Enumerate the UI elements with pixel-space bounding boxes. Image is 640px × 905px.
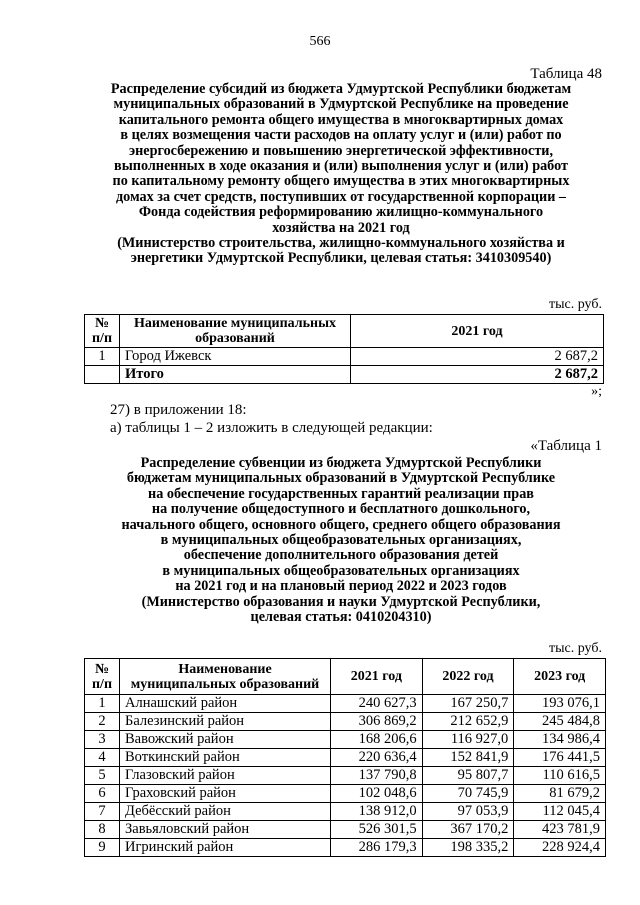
cell-2022: 367 170,2 <box>422 821 514 839</box>
cell-2022: 167 250,7 <box>422 695 514 713</box>
col-header-name: Наименование муниципальных образований <box>120 659 331 695</box>
cell-num: 1 <box>85 348 120 366</box>
cell-num: 5 <box>85 767 120 785</box>
table-row <box>85 713 606 731</box>
cell-total-2021: 2 687,2 <box>351 366 604 384</box>
cell-2023: 245 484,8 <box>514 713 606 731</box>
page-number: 566 <box>309 34 331 49</box>
cell-num <box>85 366 120 384</box>
title-line: домах за счет средств, поступивших от государственной корпорации – <box>115 188 567 205</box>
table-row <box>85 785 606 803</box>
title-line: (Министерство строительства, жилищно-коммунального хозяйства и <box>117 235 565 252</box>
cell-2021: 168 206,6 <box>331 731 423 749</box>
table48-title <box>92 82 590 267</box>
table1 <box>84 658 606 857</box>
title-line: обеспечение дополнительного образования детей <box>183 547 499 564</box>
title-line: бюджетам муниципальных образований в Удмуртской Республике <box>126 470 556 487</box>
table48-label: Таблица 48 <box>530 66 602 82</box>
col-header-2022: 2022 год <box>422 659 514 695</box>
cell-name: Завьяловский район <box>120 821 331 839</box>
cell-num: 1 <box>85 695 120 713</box>
cell-2021: 286 179,3 <box>331 839 423 857</box>
cell-2021: 102 048,6 <box>331 785 423 803</box>
cell-2023: 423 781,9 <box>514 821 606 839</box>
title-line: в муниципальных общеобразовательных организациях, <box>160 532 522 549</box>
cell-num: 8 <box>85 821 120 839</box>
table-row <box>85 731 606 749</box>
cell-name: Глазовский район <box>120 767 331 785</box>
cell-name: Город Ижевск <box>120 348 351 366</box>
table1-title <box>92 456 590 625</box>
table1-units: тыс. руб. <box>549 641 602 656</box>
cell-2022: 97 053,9 <box>422 803 514 821</box>
paragraph-a: а) таблицы 1 – 2 изложить в следующей редакции: <box>110 420 433 436</box>
table-row <box>85 839 606 857</box>
table1-label: «Таблица 1 <box>530 438 602 454</box>
title-line: энергосбережению и повышению энергетической эффективности, <box>128 142 554 159</box>
cell-2021: 306 869,2 <box>331 713 423 731</box>
paragraph-27: 27) в приложении 18: <box>110 402 247 418</box>
cell-name: Граховский район <box>120 785 331 803</box>
cell-2021: 240 627,3 <box>331 695 423 713</box>
title-line: по капитальному ремонту общего имущества в этих многоквартирных <box>112 173 570 190</box>
cell-2021: 137 790,8 <box>331 767 423 785</box>
title-line: Распределение субсидий из бюджета Удмуртской Республики бюджетам <box>110 81 572 97</box>
cell-2022: 70 745,9 <box>422 785 514 803</box>
title-line: на обеспечение государственных гарантий реализации прав <box>148 485 534 502</box>
col-header-name: Наименование муниципальных образований <box>120 315 351 348</box>
cell-name: Игринский район <box>120 839 331 857</box>
cell-2022: 152 841,9 <box>422 749 514 767</box>
table48 <box>84 314 604 384</box>
title-line: хозяйства на 2021 год <box>272 219 410 236</box>
title-line: в целях возмещения части расходов на оплату услуг и (или) работ по <box>120 127 562 144</box>
table-row <box>85 821 606 839</box>
cell-2021: 138 912,0 <box>331 803 423 821</box>
table-row <box>85 803 606 821</box>
col-header-2021: 2021 год <box>351 315 604 348</box>
cell-name: Вавожский район <box>120 731 331 749</box>
cell-2022: 116 927,0 <box>422 731 514 749</box>
cell-num: 6 <box>85 785 120 803</box>
title-line: (Министерство образования и науки Удмуртской Республики, <box>141 593 541 610</box>
cell-num: 9 <box>85 839 120 857</box>
title-line: энергетики Удмуртской Республики, целевая статья: 3410309540) <box>130 250 552 267</box>
cell-2023: 110 616,5 <box>514 767 606 785</box>
cell-num: 4 <box>85 749 120 767</box>
cell-2022: 95 807,7 <box>422 767 514 785</box>
title-line: на получение общедоступного и бесплатного дошкольного, <box>151 501 531 518</box>
cell-2021: 2 687,2 <box>351 348 604 366</box>
title-line: муниципальных образований в Удмуртской Республике на проведение <box>113 96 569 113</box>
title-line: выполненных в ходе оказания и (или) выполнения услуг и (или) работ <box>114 158 568 175</box>
title-line: начального общего, основного общего, среднего общего образования <box>121 516 561 533</box>
cell-name: Дебёсский район <box>120 803 331 821</box>
cell-2023: 176 441,5 <box>514 749 606 767</box>
cell-2022: 212 652,9 <box>422 713 514 731</box>
cell-2023: 193 076,1 <box>514 695 606 713</box>
table48-closing: »; <box>591 384 602 399</box>
cell-name: Балезинский район <box>120 713 331 731</box>
title-line: капитального ремонта общего имущества в многоквартирных домах <box>118 111 564 128</box>
cell-2023: 81 679,2 <box>514 785 606 803</box>
cell-name: Воткинский район <box>120 749 331 767</box>
cell-num: 3 <box>85 731 120 749</box>
cell-2021: 526 301,5 <box>331 821 423 839</box>
cell-2023: 112 045,4 <box>514 803 606 821</box>
title-line: Распределение субвенции из бюджета Удмуртской Республики <box>140 455 542 471</box>
cell-2023: 134 986,4 <box>514 731 606 749</box>
title-line: целевая статья: 0410204310) <box>250 609 432 626</box>
col-header-num: № п/п <box>85 659 120 695</box>
table-row <box>85 348 604 366</box>
cell-2023: 228 924,4 <box>514 839 606 857</box>
table-header-row <box>85 315 604 348</box>
table-header-row <box>85 659 606 695</box>
table-row <box>85 749 606 767</box>
cell-total-label: Итого <box>120 366 351 384</box>
table-row <box>85 767 606 785</box>
cell-2021: 220 636,4 <box>331 749 423 767</box>
title-line: на 2021 год и на плановый период 2022 и 2023 годов <box>175 578 507 595</box>
table-row <box>85 695 606 713</box>
table48-units: тыс. руб. <box>549 297 602 312</box>
col-header-num: № п/п <box>85 315 120 348</box>
title-line: Фонда содействия реформированию жилищно-коммунального <box>138 204 544 221</box>
table-total-row <box>85 366 604 384</box>
cell-2022: 198 335,2 <box>422 839 514 857</box>
cell-num: 7 <box>85 803 120 821</box>
title-line: в муниципальных общеобразовательных организациях <box>162 562 520 579</box>
col-header-2021: 2021 год <box>331 659 423 695</box>
cell-name: Алнашский район <box>120 695 331 713</box>
cell-num: 2 <box>85 713 120 731</box>
col-header-2023: 2023 год <box>514 659 606 695</box>
